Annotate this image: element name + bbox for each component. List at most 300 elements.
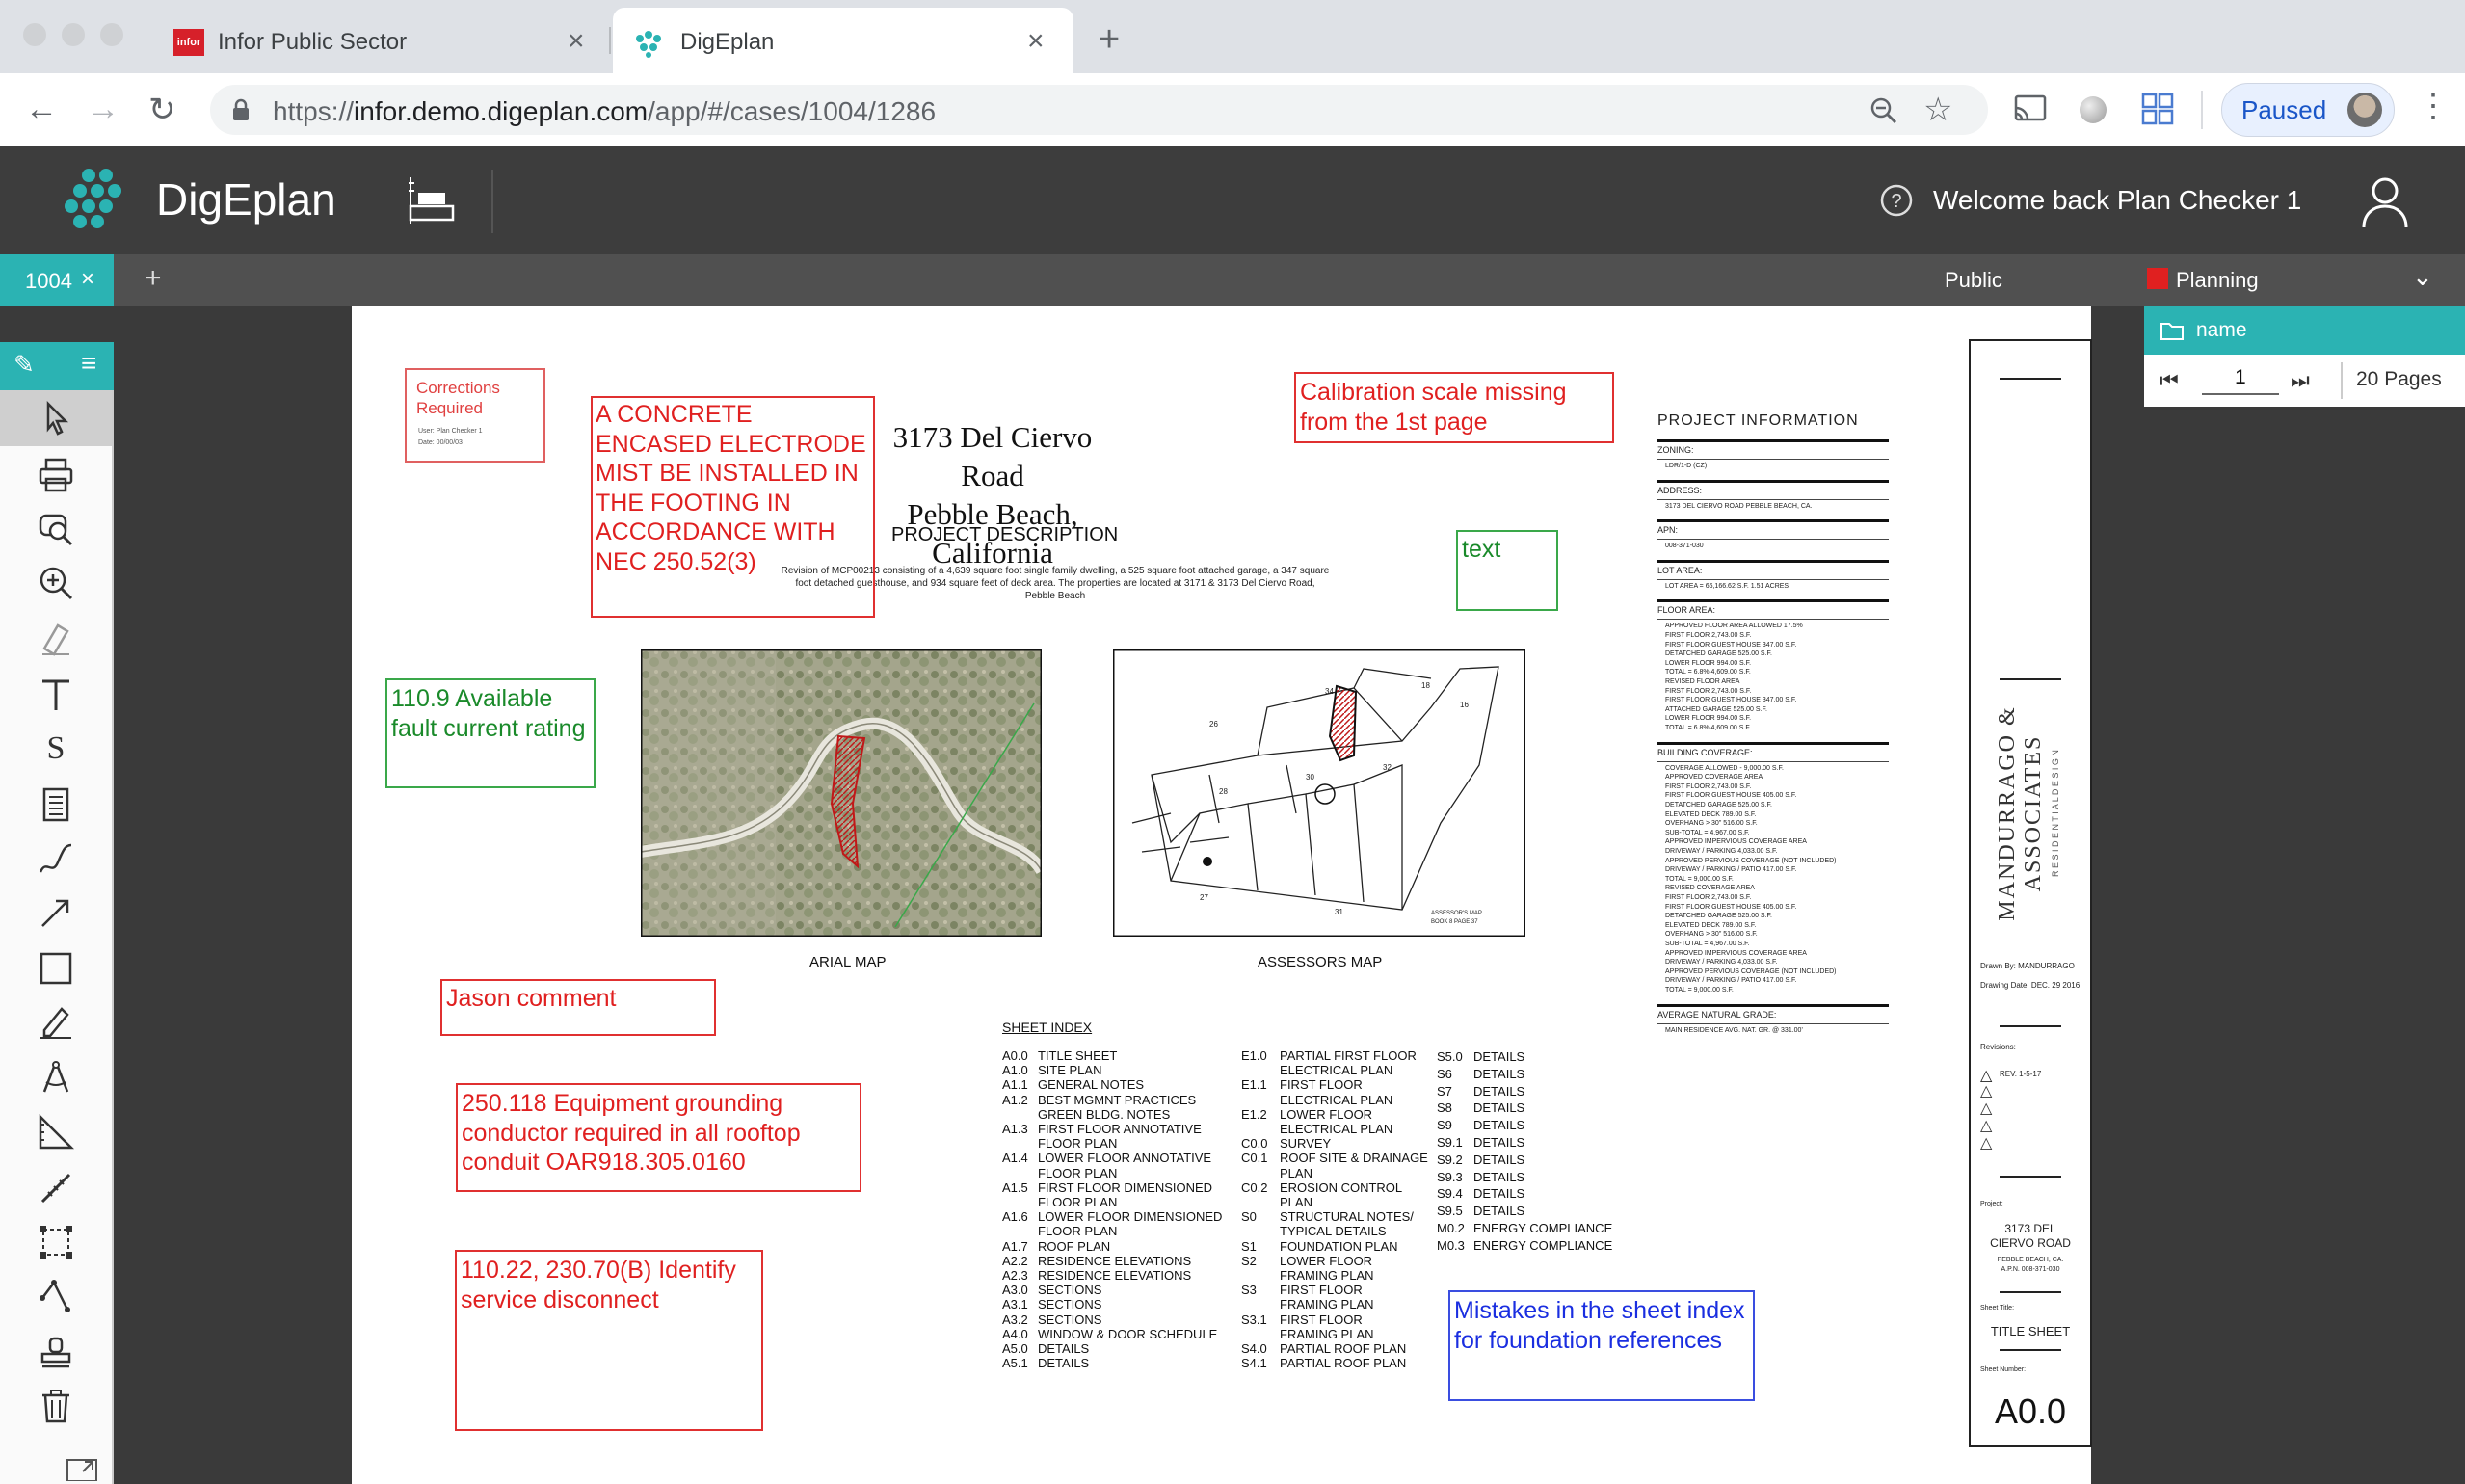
project-info-row: 3173 DEL CIERVO ROAD PEBBLE BEACH, CA.	[1665, 502, 1813, 510]
project-info-row: DETATCHED GARAGE 525.00 S.F.	[1665, 802, 1772, 808]
sheet-title: PARTIAL FIRST FLOOR	[1280, 1048, 1417, 1063]
window-close-dot[interactable]	[23, 23, 46, 46]
toolbar-header	[0, 342, 114, 390]
project-info-row: TOTAL = 9,000.00 S.F.	[1665, 875, 1734, 883]
sheet-title: SITE PLAN	[1038, 1063, 1102, 1078]
revision-delta-list-icon: △ △ △ △	[1980, 1083, 1993, 1152]
sheet-index-row	[1437, 1152, 1612, 1169]
sheet-title: TYPICAL DETAILS	[1280, 1224, 1387, 1239]
sheet-index-column-3	[1437, 1048, 1612, 1255]
sheet-index-row	[1437, 1100, 1612, 1117]
project-info-row: APPROVED PERVIOUS COVERAGE (NOT INCLUDED)	[1665, 857, 1837, 864]
forward-arrow-icon[interactable]: →	[87, 91, 119, 127]
tab-digeplan[interactable]	[613, 8, 1073, 73]
drawn-by: Drawn By: MANDURRAGO	[1980, 962, 2075, 970]
svg-text:16: 16	[1460, 701, 1469, 709]
svg-text:31: 31	[1335, 908, 1343, 916]
project-info-row: LOT AREA = 66,166.62 S.F. 1.51 ACRES	[1665, 582, 1789, 590]
sheet-title: TITLE SHEET	[1038, 1048, 1118, 1063]
sheet-index-row	[1241, 1268, 1428, 1283]
text-tool-icon[interactable]	[37, 676, 75, 714]
page-count: 20 Pages	[2356, 368, 2442, 390]
project-info-row: COVERAGE ALLOWED - 9,000.00 S.F.	[1665, 764, 1784, 772]
sheet-title: FRAMING PLAN	[1280, 1297, 1374, 1312]
sheet-index-row	[1002, 1107, 1222, 1122]
project-info-row: APPROVED IMPERVIOUS COVERAGE AREA	[1665, 949, 1807, 957]
sheet-title: FIRST FLOOR	[1280, 1312, 1363, 1327]
zoom-in-icon[interactable]	[37, 564, 75, 602]
infor-favicon-icon: infor	[173, 29, 204, 56]
sheet-title: FLOOR PLAN	[1038, 1165, 1118, 1180]
project-info-subrule	[1657, 1023, 1889, 1024]
note-tool-icon[interactable]	[37, 785, 75, 824]
sheet-code: M0.2	[1437, 1220, 1465, 1235]
select-cursor-icon[interactable]	[37, 400, 75, 438]
annotation-concrete-electrode[interactable]: A CONCRETE ENCASED ELECTRODE MIST BE INSTALLED IN THE FOOTING IN ACCORDANCE WITH NEC 250.52(3)	[591, 396, 875, 618]
sheet-index-row	[1437, 1066, 1612, 1083]
firm-logo	[1995, 683, 2060, 943]
case-tab-close-icon[interactable]: ×	[81, 266, 95, 292]
sheet-index-row	[1002, 1136, 1222, 1151]
user-profile-icon[interactable]	[2361, 173, 2409, 229]
browser-menu-icon[interactable]: ⋮	[2417, 88, 2450, 124]
annotation-calibration[interactable]: Calibration scale missing from the 1st page	[1294, 372, 1614, 443]
sheet-index-row	[1437, 1048, 1612, 1066]
project-info-row: APPROVED IMPERVIOUS COVERAGE AREA	[1665, 838, 1807, 846]
trash-icon[interactable]	[37, 1387, 75, 1425]
sheet-title: EROSION CONTROL	[1280, 1179, 1403, 1195]
sheet-title: RESIDENCE ELEVATIONS	[1038, 1268, 1192, 1284]
toolbar-menu-icon[interactable]: ≡	[81, 348, 97, 378]
project-info-row: FIRST FLOOR 2,743.00 S.F.	[1665, 687, 1752, 695]
sheet-index-row	[1002, 1195, 1222, 1209]
sheet-index-row	[1241, 1327, 1428, 1341]
sheet-title: ELECTRICAL PLAN	[1280, 1063, 1393, 1078]
project-info-row: APPROVED PERVIOUS COVERAGE (NOT INCLUDED)	[1665, 967, 1837, 975]
annotation-service-disconnect[interactable]: 110.22, 230.70(B) Identify service disconnect	[455, 1250, 763, 1431]
project-info-rule	[1657, 599, 1889, 602]
sheet-index-row	[1002, 1209, 1222, 1224]
sheet-title: RESIDENCE ELEVATIONS	[1038, 1253, 1192, 1268]
sheet-code: A2.3	[1002, 1268, 1028, 1284]
project-info-row: DETATCHED GARAGE 525.00 S.F.	[1665, 650, 1772, 658]
sheet-index-row	[1241, 1195, 1428, 1209]
sheet-code: A5.0	[1002, 1341, 1028, 1357]
stamp-tool-icon[interactable]	[37, 1333, 75, 1371]
svg-text:18: 18	[1421, 681, 1430, 690]
sheet-code: S2	[1241, 1253, 1257, 1268]
sheet-title: LOWER FLOOR	[1280, 1253, 1373, 1268]
sheet-index-row	[1241, 1283, 1428, 1297]
window-zoom-dot[interactable]	[100, 23, 123, 46]
project-info-label: BUILDING COVERAGE:	[1657, 747, 1753, 757]
firm-name: MANDURRAGO & ASSOCIATES	[1995, 705, 2046, 921]
sheet-title: FRAMING PLAN	[1280, 1268, 1374, 1284]
sheet-code: A3.1	[1002, 1297, 1028, 1312]
project-info-heading: PROJECT INFORMATION	[1657, 412, 1859, 429]
digeplan-favicon-icon	[632, 29, 665, 58]
tab-close-icon[interactable]: ×	[568, 25, 585, 57]
department-label: Planning	[2176, 268, 2259, 292]
revisions-label: Revisions:	[1980, 1043, 2016, 1051]
case-tab-label: 1004	[25, 269, 72, 293]
sheet-number-label: Sheet Number:	[1980, 1366, 2027, 1373]
assessors-map-image	[1113, 649, 1525, 937]
svg-text:34: 34	[1325, 687, 1334, 696]
sheet-code: S6	[1437, 1066, 1452, 1081]
project-info-row: DRIVEWAY / PARKING / PATIO 417.00 S.F.	[1665, 977, 1797, 985]
project-info-rule	[1657, 480, 1889, 483]
annotation-text[interactable]: text	[1456, 530, 1558, 611]
drawing-date: Drawing Date: DEC. 29 2016	[1980, 981, 2081, 990]
sheet-title: SURVEY	[1280, 1136, 1332, 1152]
project-info-rule	[1657, 519, 1889, 522]
rectangle-tool-icon[interactable]	[37, 949, 75, 988]
svg-text:27: 27	[1200, 893, 1208, 902]
department-select[interactable]	[2147, 254, 2465, 306]
tb-sheet-title: TITLE SHEET	[1990, 1324, 2071, 1338]
sheet-index-row	[1241, 1151, 1428, 1165]
sheet-code: E1.0	[1241, 1048, 1267, 1063]
ruler-measure-icon[interactable]	[37, 1169, 75, 1207]
sheet-index-row	[1241, 1254, 1428, 1268]
sheet-code: A2.2	[1002, 1253, 1028, 1268]
drawing-canvas[interactable]	[352, 306, 2091, 1484]
sheet-index-row	[1002, 1341, 1222, 1356]
sheet-code: A3.2	[1002, 1312, 1028, 1327]
sheet-title: BEST MGMNT PRACTICES	[1038, 1092, 1197, 1107]
sheet-index-row	[1002, 1254, 1222, 1268]
sheet-title: LOWER FLOOR	[1280, 1106, 1373, 1122]
svg-text:32: 32	[1383, 763, 1392, 772]
stamp-date: Date: 00/00/03	[418, 439, 463, 446]
first-page-icon[interactable]: ⏮	[2160, 368, 2179, 392]
sheet-index-row	[1437, 1134, 1612, 1152]
sheet-index-row	[1437, 1083, 1612, 1100]
app-header	[0, 146, 2465, 254]
avatar	[2347, 93, 2382, 127]
sheet-title: LOWER FLOOR DIMENSIONED	[1038, 1209, 1223, 1225]
window-minimize-dot[interactable]	[62, 23, 85, 46]
sheet-code: S9.2	[1437, 1152, 1463, 1167]
stamp-user: User: Plan Checker 1	[418, 428, 483, 435]
sheet-code: A4.0	[1002, 1326, 1028, 1341]
help-icon[interactable]	[1879, 183, 1914, 218]
project-info-subrule	[1657, 579, 1889, 580]
sheet-index-heading: SHEET INDEX	[1002, 1020, 1093, 1035]
project-info-label: ZONING:	[1657, 445, 1694, 455]
sheet-code: A1.4	[1002, 1151, 1028, 1166]
sheet-index-row	[1241, 1122, 1428, 1136]
paused-label: Paused	[2241, 95, 2327, 124]
case-tab[interactable]	[0, 254, 114, 306]
sheet-title: DETAILS	[1473, 1118, 1525, 1133]
department-color-swatch	[2147, 268, 2168, 289]
sheet-title: FLOOR PLAN	[1038, 1136, 1118, 1152]
sheet-code: A1.1	[1002, 1077, 1028, 1093]
project-info-row: REVISED FLOOR AREA	[1665, 678, 1740, 685]
sheet-index-row	[1241, 1077, 1428, 1092]
sheet-code: A1.0	[1002, 1063, 1028, 1078]
sheet-index-row	[1437, 1169, 1612, 1186]
print-icon[interactable]	[37, 456, 75, 494]
tb-rule	[2000, 1176, 2061, 1178]
project-description-text: Revision of MCP00213 consisting of a 4,639 square foot single family dwelling, a 525 square foot attached garage, a 347 square foot detached guesthouse, and 934 square feet of deck area. The properties are located at 3171 & 3173 Del Ciervo Road, Pebble Beach	[781, 566, 1330, 601]
project-info-label: APN:	[1657, 525, 1679, 536]
sheet-index-row	[1002, 1297, 1222, 1312]
annotation-toolbar	[0, 390, 114, 1484]
sheet-title: PLAN	[1280, 1195, 1312, 1210]
firm-subtitle: R E S I D E N T I A L D E S I G N	[2051, 750, 2060, 877]
sheet-title-label: Sheet Title:	[1980, 1305, 2015, 1312]
sheet-code: S8	[1437, 1100, 1452, 1116]
annotation-jason-comment[interactable]: Jason comment	[440, 979, 716, 1036]
sheet-title: ENERGY COMPLIANCE	[1473, 1220, 1613, 1235]
project-info-subrule	[1657, 539, 1889, 540]
sheet-title: SECTIONS	[1038, 1297, 1102, 1312]
sheet-title: FOUNDATION PLAN	[1280, 1238, 1398, 1254]
signature-tool-icon[interactable]: S	[46, 730, 66, 766]
sheet-title: DETAILS	[1473, 1152, 1525, 1167]
sheet-index-row	[1002, 1239, 1222, 1254]
annotation-grounding-conductor[interactable]: 250.118 Equipment grounding conductor required in all rooftop conduit OAR918.305.0160	[456, 1083, 861, 1192]
page-number-value: 1	[2235, 366, 2246, 388]
tb-project-apn: A.P.N. 008-371-030	[2001, 1266, 2060, 1273]
project-info-label: LOT AREA:	[1657, 565, 1703, 575]
cast-icon[interactable]	[2014, 94, 2047, 123]
tab-separator	[609, 27, 611, 54]
sheet-index-row	[1241, 1297, 1428, 1312]
sheet-index-row	[1241, 1136, 1428, 1151]
perimeter-measure-icon[interactable]	[37, 1223, 75, 1261]
annotation-fault-current[interactable]: 110.9 Available fault current rating	[385, 678, 596, 788]
project-info-row: LDR/1-D (CZ)	[1665, 463, 1708, 469]
freehand-curve-icon[interactable]	[37, 839, 75, 878]
tools-icon[interactable]: ✎	[13, 350, 35, 379]
sheet-title: PARTIAL ROOF PLAN	[1280, 1341, 1407, 1357]
sheet-index-row	[1241, 1180, 1428, 1195]
project-info-row: ELEVATED DECK 789.00 S.F.	[1665, 921, 1757, 929]
sheet-title: FLOOR PLAN	[1038, 1224, 1118, 1239]
sheet-title: FIRST FLOOR	[1280, 1077, 1363, 1093]
sheet-title: FIRST FLOOR	[1280, 1283, 1363, 1298]
area-measure-icon[interactable]	[37, 1113, 75, 1152]
sheet-code: A1.3	[1002, 1122, 1028, 1137]
sheet-index-row	[1437, 1237, 1612, 1255]
sheet-title: DETAILS	[1473, 1186, 1525, 1202]
sheet-code: C0.1	[1241, 1151, 1268, 1166]
sheet-title: DETAILS	[1473, 1134, 1525, 1150]
measure-stamp-icon[interactable]	[405, 173, 459, 227]
sheet-index-row	[1241, 1356, 1428, 1370]
sheet-index-row	[1241, 1063, 1428, 1077]
chevron-down-icon: ⌄	[2412, 262, 2433, 291]
tb-sheet-number: A0.0	[1994, 1391, 2067, 1431]
welcome-text: Welcome back Plan Checker 1	[1933, 185, 2302, 215]
sheet-index-row	[1241, 1239, 1428, 1254]
sheet-index-row	[1002, 1122, 1222, 1136]
tab-infor-public-sector[interactable]	[158, 8, 609, 73]
sheet-code: A5.1	[1002, 1356, 1028, 1371]
project-info-row: TOTAL = 6.8% 4,609.00 S.F.	[1665, 669, 1751, 676]
sheet-code: A1.6	[1002, 1209, 1028, 1225]
sheet-code: S3	[1241, 1283, 1257, 1298]
sheet-index-row	[1002, 1312, 1222, 1327]
tb-project-name: 3173 DEL CIERVO ROAD	[1990, 1222, 2071, 1250]
sheet-title: ROOF SITE & DRAINAGE	[1280, 1151, 1428, 1166]
new-tab-plus-icon[interactable]: +	[1099, 19, 1121, 60]
sheet-index-row	[1437, 1185, 1612, 1203]
sheet-code: S1	[1241, 1238, 1257, 1254]
project-info-row: FIRST FLOOR 2,743.00 S.F.	[1665, 632, 1752, 639]
project-info-row: APPROVED COVERAGE AREA	[1665, 774, 1763, 782]
sheet-title: DETAILS	[1473, 1049, 1525, 1064]
highlighter-icon[interactable]	[37, 1003, 75, 1042]
project-info-rule	[1657, 742, 1889, 745]
lock-icon	[231, 98, 251, 121]
project-info-rule	[1657, 439, 1889, 442]
eraser-icon[interactable]	[37, 620, 75, 658]
visibility-label[interactable]: Public	[1945, 268, 2002, 292]
project-info-rule	[1657, 1004, 1889, 1007]
project-info-row: MAIN RESIDENCE AVG. NAT. GR. @ 331.00'	[1665, 1026, 1803, 1034]
assessors-map-label: ASSESSORS MAP	[1258, 954, 1383, 970]
project-info-row: SUB-TOTAL = 4,967.00 S.F.	[1665, 829, 1750, 836]
bookmark-star-icon[interactable]: ☆	[1923, 92, 1953, 128]
svg-text:26: 26	[1209, 720, 1218, 729]
add-case-tab-icon[interactable]: +	[145, 262, 162, 294]
sheet-index-row	[1241, 1341, 1428, 1356]
folder-row[interactable]	[2144, 306, 2465, 355]
sheet-index-row	[1002, 1077, 1222, 1092]
zoom-out-icon[interactable]	[1869, 96, 1898, 125]
svg-text:30: 30	[1306, 773, 1314, 782]
profile-paused-button[interactable]	[2221, 83, 2395, 137]
project-info-label: AVERAGE NATURAL GRADE:	[1657, 1009, 1777, 1020]
leader-line	[891, 702, 1036, 933]
sheet-index-row	[1002, 1063, 1222, 1077]
annotation-sheet-index-mistakes[interactable]: Mistakes in the sheet index for foundation references	[1448, 1290, 1755, 1401]
project-info-row: FIRST FLOOR GUEST HOUSE 405.00 S.F.	[1665, 792, 1797, 800]
polyline-tool-icon[interactable]	[37, 1277, 75, 1315]
title-line-2: Pebble Beach, California	[907, 497, 1078, 570]
project-info-label: ADDRESS:	[1657, 485, 1703, 495]
sheet-index-row	[1437, 1203, 1612, 1220]
sheet-code: S4.1	[1241, 1356, 1267, 1371]
project-info-row: DETATCHED GARAGE 525.00 S.F.	[1665, 913, 1772, 920]
arrow-tool-icon[interactable]	[37, 893, 75, 932]
project-description-heading: PROJECT DESCRIPTION	[891, 524, 1119, 545]
project-info-row: ELEVATED DECK 789.00 S.F.	[1665, 810, 1757, 818]
sheet-title: STRUCTURAL NOTES/	[1280, 1209, 1414, 1225]
sheet-index-row	[1437, 1220, 1612, 1237]
aerial-map-label: ARIAL MAP	[809, 954, 887, 970]
sheet-index-row	[1002, 1283, 1222, 1297]
sheet-code: C0.0	[1241, 1136, 1268, 1152]
sheet-code: S9.1	[1437, 1134, 1463, 1150]
sheet-title: DETAILS	[1473, 1204, 1525, 1219]
project-info-row: APPROVED FLOOR AREA ALLOWED 17.5%	[1665, 623, 1803, 630]
tb-rule	[2000, 1349, 2061, 1351]
project-info-row: FIRST FLOOR 2,743.00 S.F.	[1665, 782, 1752, 790]
project-info-subrule	[1657, 761, 1889, 762]
project-info-row: SUB-TOTAL = 4,967.00 S.F.	[1665, 941, 1750, 947]
search-annotations-icon[interactable]	[37, 510, 75, 548]
tab-title: DigEplan	[680, 29, 775, 55]
sheet-title: DETAILS	[1038, 1341, 1090, 1357]
sheet-index-row	[1241, 1048, 1428, 1063]
sheet-code: M0.3	[1437, 1237, 1465, 1253]
sheet-index-row	[1437, 1117, 1612, 1134]
back-arrow-icon[interactable]: ←	[25, 91, 58, 127]
sheet-title: SECTIONS	[1038, 1283, 1102, 1298]
sheet-title: DETAILS	[1473, 1169, 1525, 1184]
sheet-code: A1.2	[1002, 1092, 1028, 1107]
toolbar-separator	[2201, 91, 2203, 129]
page-number-input[interactable]	[2202, 362, 2279, 395]
sheet-index-row	[1002, 1356, 1222, 1370]
tab-close-icon[interactable]: ×	[1027, 25, 1045, 57]
sheet-index-row	[1241, 1107, 1428, 1122]
digeplan-logo-icon[interactable]	[60, 166, 152, 235]
sheet-index-row	[1241, 1224, 1428, 1238]
sheet-title: PARTIAL ROOF PLAN	[1280, 1356, 1407, 1371]
revision-1: REV. 1-5-17	[2000, 1070, 2042, 1078]
project-info-subrule	[1657, 499, 1889, 500]
reload-icon[interactable]: ↻	[148, 92, 176, 128]
extension-grid-icon[interactable]	[2141, 93, 2174, 125]
project-info-row: DRIVEWAY / PARKING 4,033.00 S.F.	[1665, 959, 1778, 967]
brand-name: DigEplan	[156, 174, 336, 225]
title-line-1: 3173 Del Ciervo Road	[892, 420, 1093, 492]
sheet-title: PLAN	[1280, 1165, 1312, 1180]
corrections-stamp[interactable]	[405, 368, 545, 463]
sheet-title: FIRST FLOOR DIMENSIONED	[1038, 1179, 1213, 1195]
project-info-row: FIRST FLOOR 2,743.00 S.F.	[1665, 894, 1752, 901]
sheet-code: S4.0	[1241, 1341, 1267, 1357]
project-info-row: DRIVEWAY / PARKING / PATIO 417.00 S.F.	[1665, 866, 1797, 874]
last-page-icon[interactable]: ⏭	[2291, 368, 2310, 392]
sheet-index-row	[1002, 1048, 1222, 1063]
project-label: Project:	[1980, 1201, 2003, 1207]
address-bar[interactable]	[210, 85, 1988, 135]
project-info-row: REVISED COVERAGE AREA	[1665, 885, 1755, 892]
tb-rule	[2000, 1025, 2061, 1027]
extension-circle-icon[interactable]	[2080, 96, 2107, 123]
revision-delta-icon: △	[1980, 1068, 1993, 1084]
sheet-code: A3.0	[1002, 1283, 1028, 1298]
project-info-row: FIRST FLOOR GUEST HOUSE 347.00 S.F.	[1665, 697, 1797, 704]
page-navigator	[2144, 355, 2465, 407]
project-info-rule	[1657, 560, 1889, 563]
project-title	[862, 418, 1123, 572]
sheet-code: E1.2	[1241, 1106, 1267, 1122]
sheet-title: ENERGY COMPLIANCE	[1473, 1237, 1613, 1253]
tb-rule	[2000, 1291, 2061, 1293]
sheet-index-row	[1002, 1268, 1222, 1283]
sheet-code: S7	[1437, 1083, 1452, 1099]
project-info-row: OVERHANG > 30" 516.00 S.F.	[1665, 820, 1758, 828]
expand-icon[interactable]	[66, 1458, 98, 1481]
sheet-code: S0	[1241, 1209, 1257, 1225]
drafting-compass-icon[interactable]	[37, 1057, 75, 1096]
project-info-row: 008-371-030	[1665, 543, 1704, 550]
svg-text:28: 28	[1219, 787, 1228, 796]
project-info-label: FLOOR AREA:	[1657, 605, 1716, 616]
project-info-row: TOTAL = 6.8% 4,609.00 S.F.	[1665, 725, 1751, 731]
project-info-row: LOWER FLOOR 994.00 S.F.	[1665, 715, 1752, 723]
sheet-code: C0.2	[1241, 1179, 1268, 1195]
